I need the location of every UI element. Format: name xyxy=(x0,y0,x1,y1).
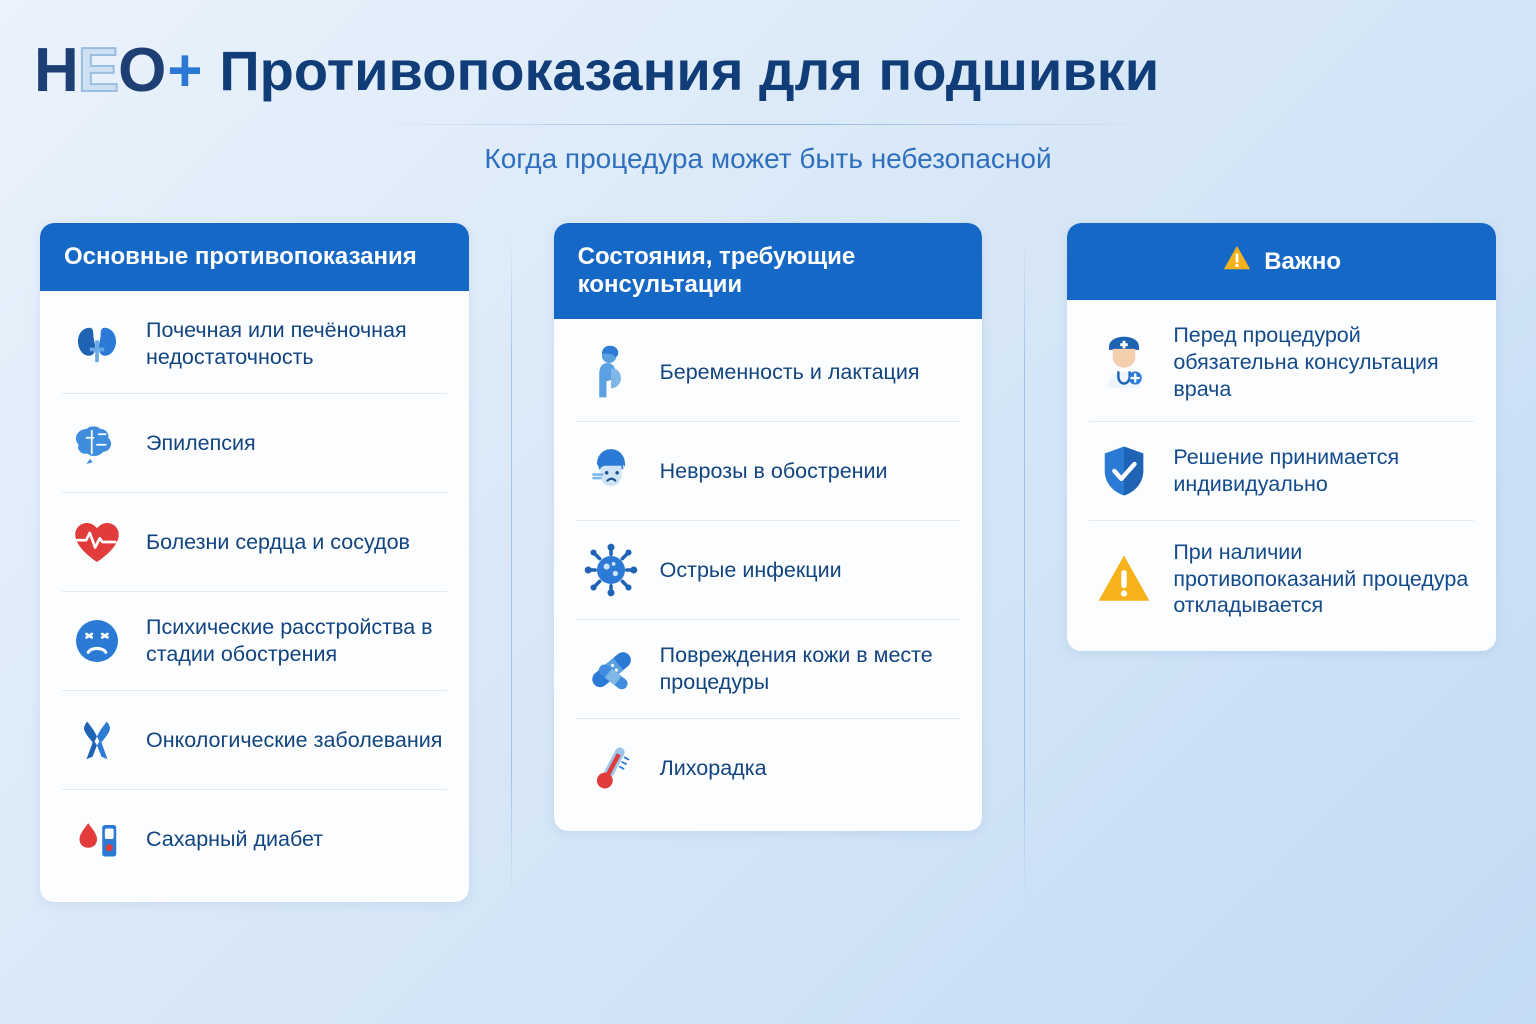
card-header-important-label: Важно xyxy=(1264,247,1342,275)
list-item xyxy=(62,295,447,394)
columns-container xyxy=(0,175,1536,902)
column-divider xyxy=(511,233,512,902)
card-body-consultation xyxy=(554,319,983,831)
list-item xyxy=(1089,521,1474,638)
list-item xyxy=(1089,304,1474,422)
card-header-main xyxy=(40,223,469,291)
list-item xyxy=(576,521,961,620)
card-header-main-label: Основные противопоказания xyxy=(64,243,417,270)
list-item xyxy=(1089,422,1474,521)
doctor-icon xyxy=(1093,331,1155,393)
thermometer-icon xyxy=(580,737,642,799)
list-item xyxy=(62,592,447,691)
logo-letter-n: H xyxy=(34,36,78,105)
shield-check-icon xyxy=(1093,440,1155,502)
card-header-consultation xyxy=(554,223,983,319)
list-item xyxy=(62,493,447,592)
list-item xyxy=(62,790,447,888)
list-item xyxy=(62,691,447,790)
list-item xyxy=(576,422,961,521)
heart-pulse-icon xyxy=(66,511,128,573)
logo-letter-o: O xyxy=(118,36,166,105)
list-item-label: Лихорадка xyxy=(659,755,767,780)
page-title: Противопоказания для подшивки xyxy=(219,39,1160,102)
list-item xyxy=(576,620,961,719)
warning-triangle-icon xyxy=(1093,548,1155,610)
bandage-icon xyxy=(580,638,642,700)
list-item-label: Перед процедурой обязательна консультация врача xyxy=(1173,323,1439,401)
column-main-contraindications xyxy=(40,223,469,902)
list-item-label: Повреждения кожи в месте процедуры xyxy=(659,643,933,694)
card-header-consultation-label: Состояния, требующие консультации xyxy=(577,243,856,298)
list-item-label: Неврозы в обострении xyxy=(659,458,888,483)
list-item-label: При наличии противопоказаний процедура откладывается xyxy=(1173,539,1469,618)
card-body-important xyxy=(1067,300,1496,651)
anxious-person-icon xyxy=(580,440,642,502)
list-item-label: Онкологические заболевания xyxy=(146,727,443,752)
card-body-main xyxy=(40,291,469,902)
header-divider xyxy=(368,124,1168,125)
list-item-label: Сахарный диабет xyxy=(146,826,324,851)
page-subtitle: Когда процедура может быть небезопасной xyxy=(484,143,1052,174)
blood-glucose-icon xyxy=(66,808,128,870)
warning-triangle-icon xyxy=(1222,243,1252,280)
virus-icon xyxy=(580,539,642,601)
list-item-label: Беременность и лактация xyxy=(659,359,920,384)
column-divider xyxy=(1024,233,1025,902)
list-item xyxy=(576,323,961,422)
pregnant-woman-icon xyxy=(580,341,642,403)
list-item-label: Почечная или печёночная недостаточность xyxy=(146,318,407,369)
logo-letter-e: E xyxy=(77,36,119,105)
page-header xyxy=(0,0,1536,175)
card-important xyxy=(1067,223,1496,651)
list-item xyxy=(62,394,447,493)
column-important xyxy=(1067,223,1496,651)
list-item xyxy=(576,719,961,817)
kidneys-icon xyxy=(66,313,128,375)
card-consultation-conditions xyxy=(554,223,983,831)
card-main-contraindications xyxy=(40,223,469,902)
brand-logo xyxy=(34,36,202,105)
title-row xyxy=(0,36,1536,105)
list-item-label: Решение принимается индивидуально xyxy=(1173,444,1400,496)
card-header-important xyxy=(1067,223,1496,300)
list-item-label: Болезни сердца и сосудов xyxy=(146,529,410,554)
logo-plus-icon: + xyxy=(167,37,202,104)
brain-icon xyxy=(66,412,128,474)
list-item-label: Эпилепсия xyxy=(146,430,256,455)
column-consultation-conditions xyxy=(554,223,983,831)
list-item-label: Психические расстройства в стадии обострения xyxy=(146,615,433,666)
list-item-label: Острые инфекции xyxy=(659,557,842,582)
sad-face-icon xyxy=(66,610,128,672)
awareness-ribbon-icon xyxy=(66,709,128,771)
